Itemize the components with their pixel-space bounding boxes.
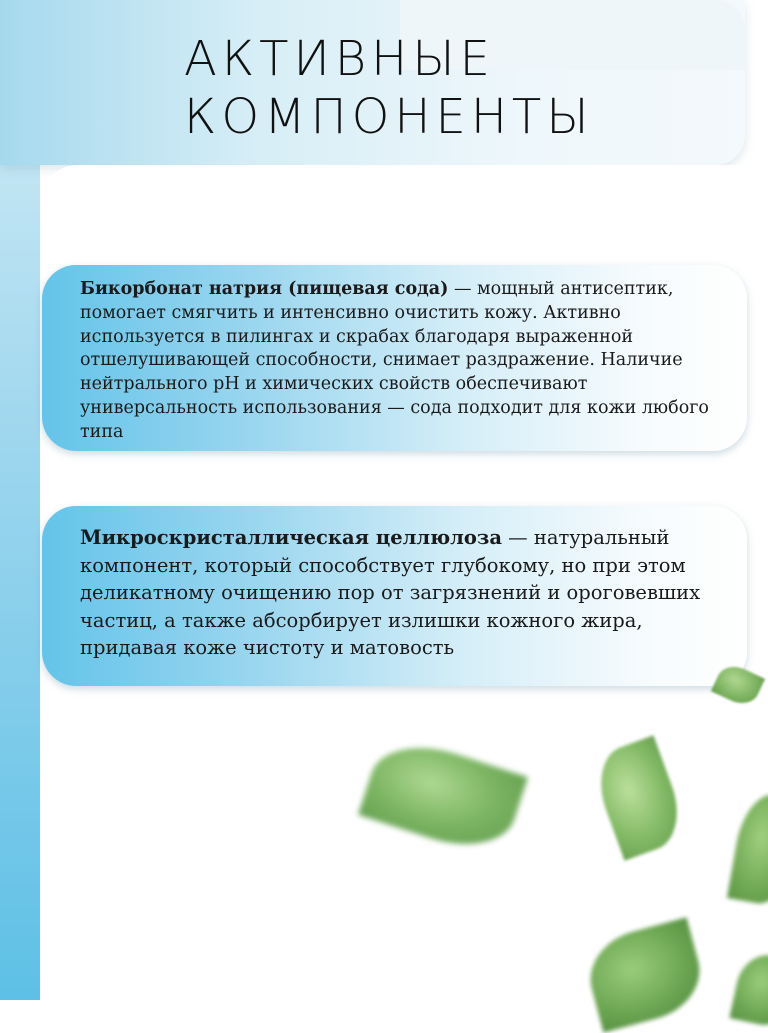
component-text <box>80 524 727 662</box>
page-title: АКТИВНЫЕ КОМПОНЕНТЫ <box>184 31 594 145</box>
component-term: Микроскристаллическая целлюлоза <box>80 526 502 549</box>
component-description: — мощный антисептик, помогает смягчить и интенсивно очистить кожу. Активно используется в пилингах и скрабах благодаря выраженной отшелушивающей способности, снимает раздражение. Наличие нейтрального pH и химических свойств обеспечивают универсальность использования — сода подходит для кожи любого типа <box>80 279 709 442</box>
component-term: Бикорбонат натрия (пищевая сода) <box>80 279 449 299</box>
component-text <box>80 278 727 445</box>
component-card-sodium-bicarbonate <box>42 265 747 451</box>
component-card-microcrystalline-cellulose <box>42 506 747 686</box>
component-description: — натуральный компонент, который способствует глубокому, но при этом деликатному очищению пор от загрязнений и ороговевших частиц, а также абсорбирует излишки кожного жира, придавая коже чистоту и матовость <box>80 526 701 659</box>
